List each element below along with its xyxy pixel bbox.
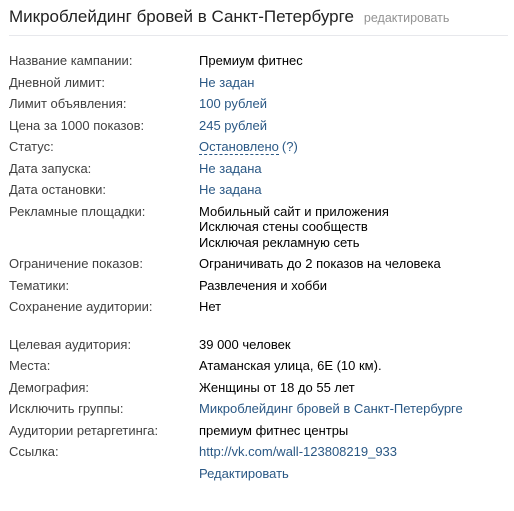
row-platforms <box>9 201 508 254</box>
header <box>9 0 508 36</box>
edit-title-link[interactable]: редактировать <box>363 11 450 25</box>
row-ad-limit <box>9 93 508 115</box>
platforms-line: Мобильный сайт и приложения <box>199 203 389 219</box>
row-retargeting <box>9 420 508 442</box>
impressions-limit-value: Ограничивать до 2 показов на человека <box>199 256 441 271</box>
page-title: Микроблейдинг бровей в Санкт-Петербурге <box>9 7 354 26</box>
campaign-name-label: Название кампании: <box>9 53 133 68</box>
link-label: Ссылка: <box>9 444 59 459</box>
edit-targeting-link[interactable]: Редактировать <box>199 465 289 481</box>
targeting-settings <box>9 334 508 485</box>
status-label: Статус: <box>9 139 54 154</box>
status-value <box>199 136 298 158</box>
daily-limit-label: Дневной лимит: <box>9 74 106 90</box>
row-start-date <box>9 158 508 180</box>
row-daily-limit <box>9 72 508 94</box>
ad-limit-link[interactable]: 100 рублей <box>199 96 267 111</box>
status-toggle[interactable]: Остановлено <box>199 139 279 154</box>
demography-value: Женщины от 18 до 55 лет <box>199 379 355 395</box>
campaign-settings <box>9 36 508 318</box>
cpm-label: Цена за 1000 показов: <box>9 117 145 133</box>
start-date-label: Дата запуска: <box>9 160 92 176</box>
audience-save-value: Нет <box>199 299 222 314</box>
target-audience-label: Целевая аудитория: <box>9 336 132 352</box>
row-impressions-limit <box>9 253 508 275</box>
row-cpm <box>9 115 508 137</box>
section-gap <box>9 318 508 334</box>
row-places <box>9 355 508 377</box>
row-exclude-groups <box>9 398 508 420</box>
row-stop-date <box>9 179 508 201</box>
retargeting-label: Аудитории ретаргетинга: <box>9 422 159 438</box>
platforms-label: Рекламные площадки: <box>9 203 146 219</box>
cpm-link[interactable]: 245 рублей <box>199 117 267 133</box>
campaign-name-value: Премиум фитнес <box>199 53 303 68</box>
exclude-groups-label: Исключить группы: <box>9 401 124 416</box>
retargeting-value: премиум фитнес центры <box>199 422 349 438</box>
topics-value: Развлечения и хобби <box>199 277 327 293</box>
ad-link[interactable]: http://vk.com/wall-123808219_933 <box>199 444 398 459</box>
start-date-link[interactable]: Не задана <box>199 160 262 176</box>
platforms-line: Исключая стены сообществ <box>199 219 368 234</box>
demography-label: Демография: <box>9 379 90 395</box>
stop-date-link[interactable]: Не задана <box>199 182 262 197</box>
row-topics <box>9 275 508 297</box>
audience-save-label: Сохранение аудитории: <box>9 299 153 314</box>
exclude-groups-link[interactable]: Микроблейдинг бровей в Санкт-Петербурге <box>199 401 463 416</box>
topics-label: Тематики: <box>9 277 70 293</box>
row-link <box>9 441 508 463</box>
target-audience-value: 39 000 человек <box>199 336 291 352</box>
row-target-audience <box>9 334 508 356</box>
row-audience-save <box>9 296 508 318</box>
stop-date-label: Дата остановки: <box>9 182 107 197</box>
places-label: Места: <box>9 358 51 373</box>
row-demography <box>9 377 508 399</box>
edit-row <box>9 463 508 485</box>
impressions-limit-label: Ограничение показов: <box>9 256 143 271</box>
status-help-link[interactable]: (?) <box>281 139 298 154</box>
row-campaign-name <box>9 50 508 72</box>
ad-limit-label: Лимит объявления: <box>9 96 127 111</box>
platforms-value <box>199 201 389 254</box>
platforms-line: Исключая рекламную сеть <box>199 234 360 250</box>
row-status <box>9 136 508 158</box>
daily-limit-link[interactable]: Не задан <box>199 74 255 90</box>
places-value: Атаманская улица, 6Е (10 км). <box>199 358 382 373</box>
